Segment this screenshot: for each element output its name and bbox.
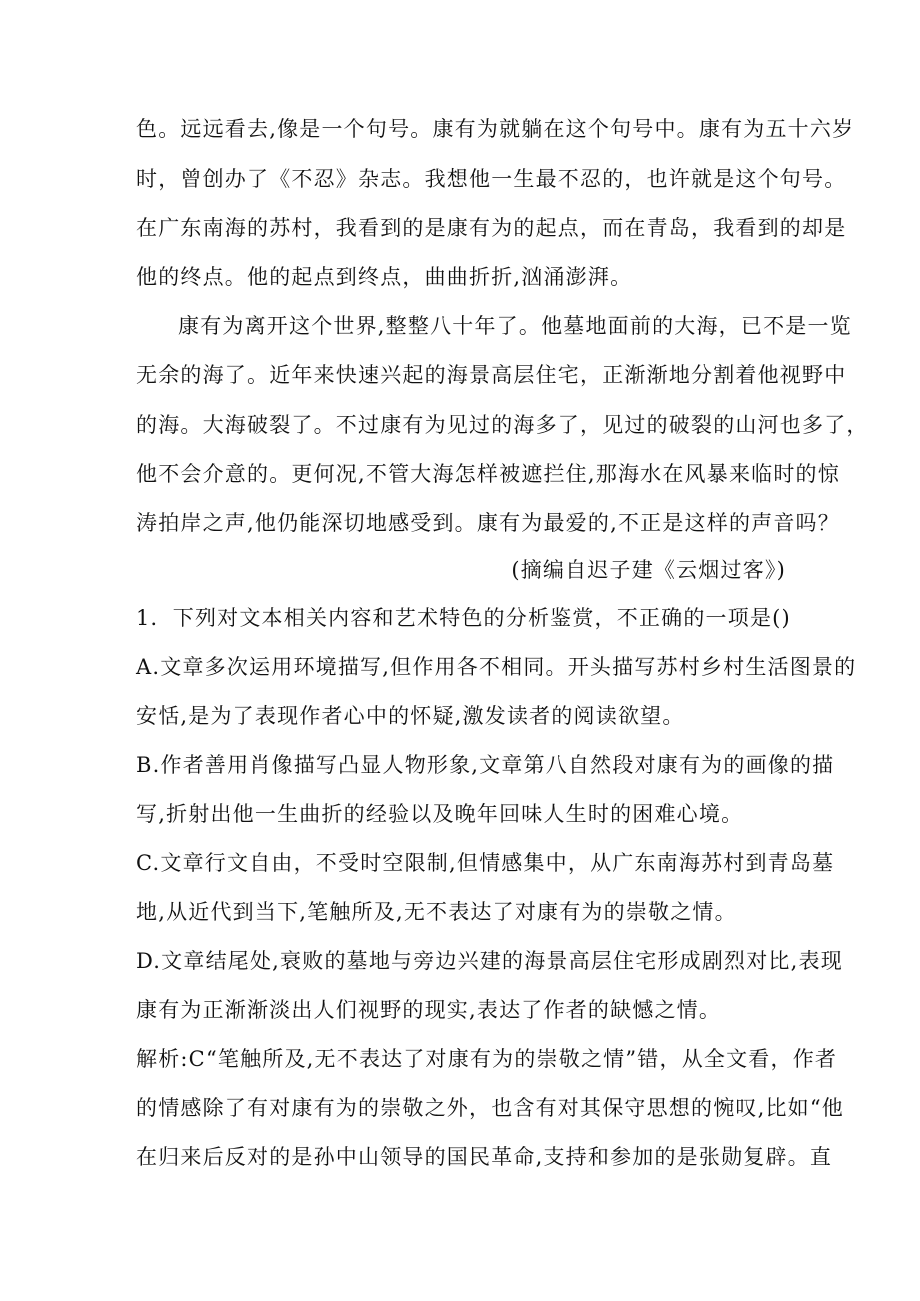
passage-para1-line-3: 在广东南海的苏村，我看到的是康有为的起点，而在青岛，我看到的却是 [136,216,847,240]
analysis-line-3: 在归来后反对的是孙中山领导的国民革命,支持和参加的是张勋复辟。直 [136,1145,833,1169]
option-a-line-2: 安恬,是为了表现作者心中的怀疑,激发读者的阅读欲望。 [136,704,685,728]
passage-para2-line-1: 康有为离开这个世界,整整八十年了。他墓地面前的大海，已不是一览 [178,314,852,338]
passage-para2-line-3: 的海。大海破裂了。不过康有为见过的海多了，见过的破裂的山河也多了， [136,413,869,437]
passage-para2-line-5: 涛拍岸之声,他仍能深切地感受到。康有为最爱的,不正是这样的声音吗？ [136,511,840,535]
analysis-line-2: 的情感除了有对康有为的崇敬之外，也含有对其保守思想的惋叹,比如“他 [136,1096,845,1120]
question-stem: 1．下列对文本相关内容和艺术特色的分析鉴赏，不正确的一项是() [136,606,791,630]
passage-source: (摘编自迟子建《云烟过客》) [511,558,786,582]
passage-para2-line-2: 无余的海了。近年来快速兴起的海景高层住宅，正渐渐地分割着他视野中 [136,363,847,387]
passage-para1-line-2: 时，曾创办了《不忍》杂志。我想他一生最不忍的，也许就是这个句号。 [136,167,847,191]
passage-para1-line-1: 色。远远看去,像是一个句号。康有为就躺在这个句号中。康有为五十六岁 [136,117,855,141]
analysis-line-1: 解析:C“笔触所及,无不表达了对康有为的崇敬之情”错，从全文看，作者 [136,1047,838,1071]
passage-para1-line-4: 他的终点。他的起点到终点，曲曲折折,汹涌澎湃。 [136,265,633,289]
option-c-line-1: C.文章行文自由，不受时空限制,但情感集中，从广东南海苏村到青岛墓 [136,851,835,875]
option-b-line-2: 写,折射出他一生曲折的经验以及晚年回味人生时的困难心境。 [136,802,744,826]
option-c-line-2: 地,从近代到当下,笔触所及,无不表达了对康有为的崇敬之情。 [136,900,737,924]
passage-para2-line-4: 他不会介意的。更何况,不管大海怎样被遮拦住,那海水在风暴来临时的惊 [136,462,840,486]
option-d-line-1: D.文章结尾处,衰败的墓地与旁边兴建的海景高层住宅形成剧烈对比,表现 [136,949,843,973]
option-b-line-1: B.作者善用肖像描写凸显人物形象,文章第八自然段对康有为的画像的描 [136,753,835,777]
option-a-line-1: A.文章多次运用环境描写,但作用各不相同。开头描写苏村乡村生活图景的 [136,655,857,679]
option-d-line-2: 康有为正渐渐淡出人们视野的现实,表达了作者的缺憾之情。 [136,998,722,1022]
